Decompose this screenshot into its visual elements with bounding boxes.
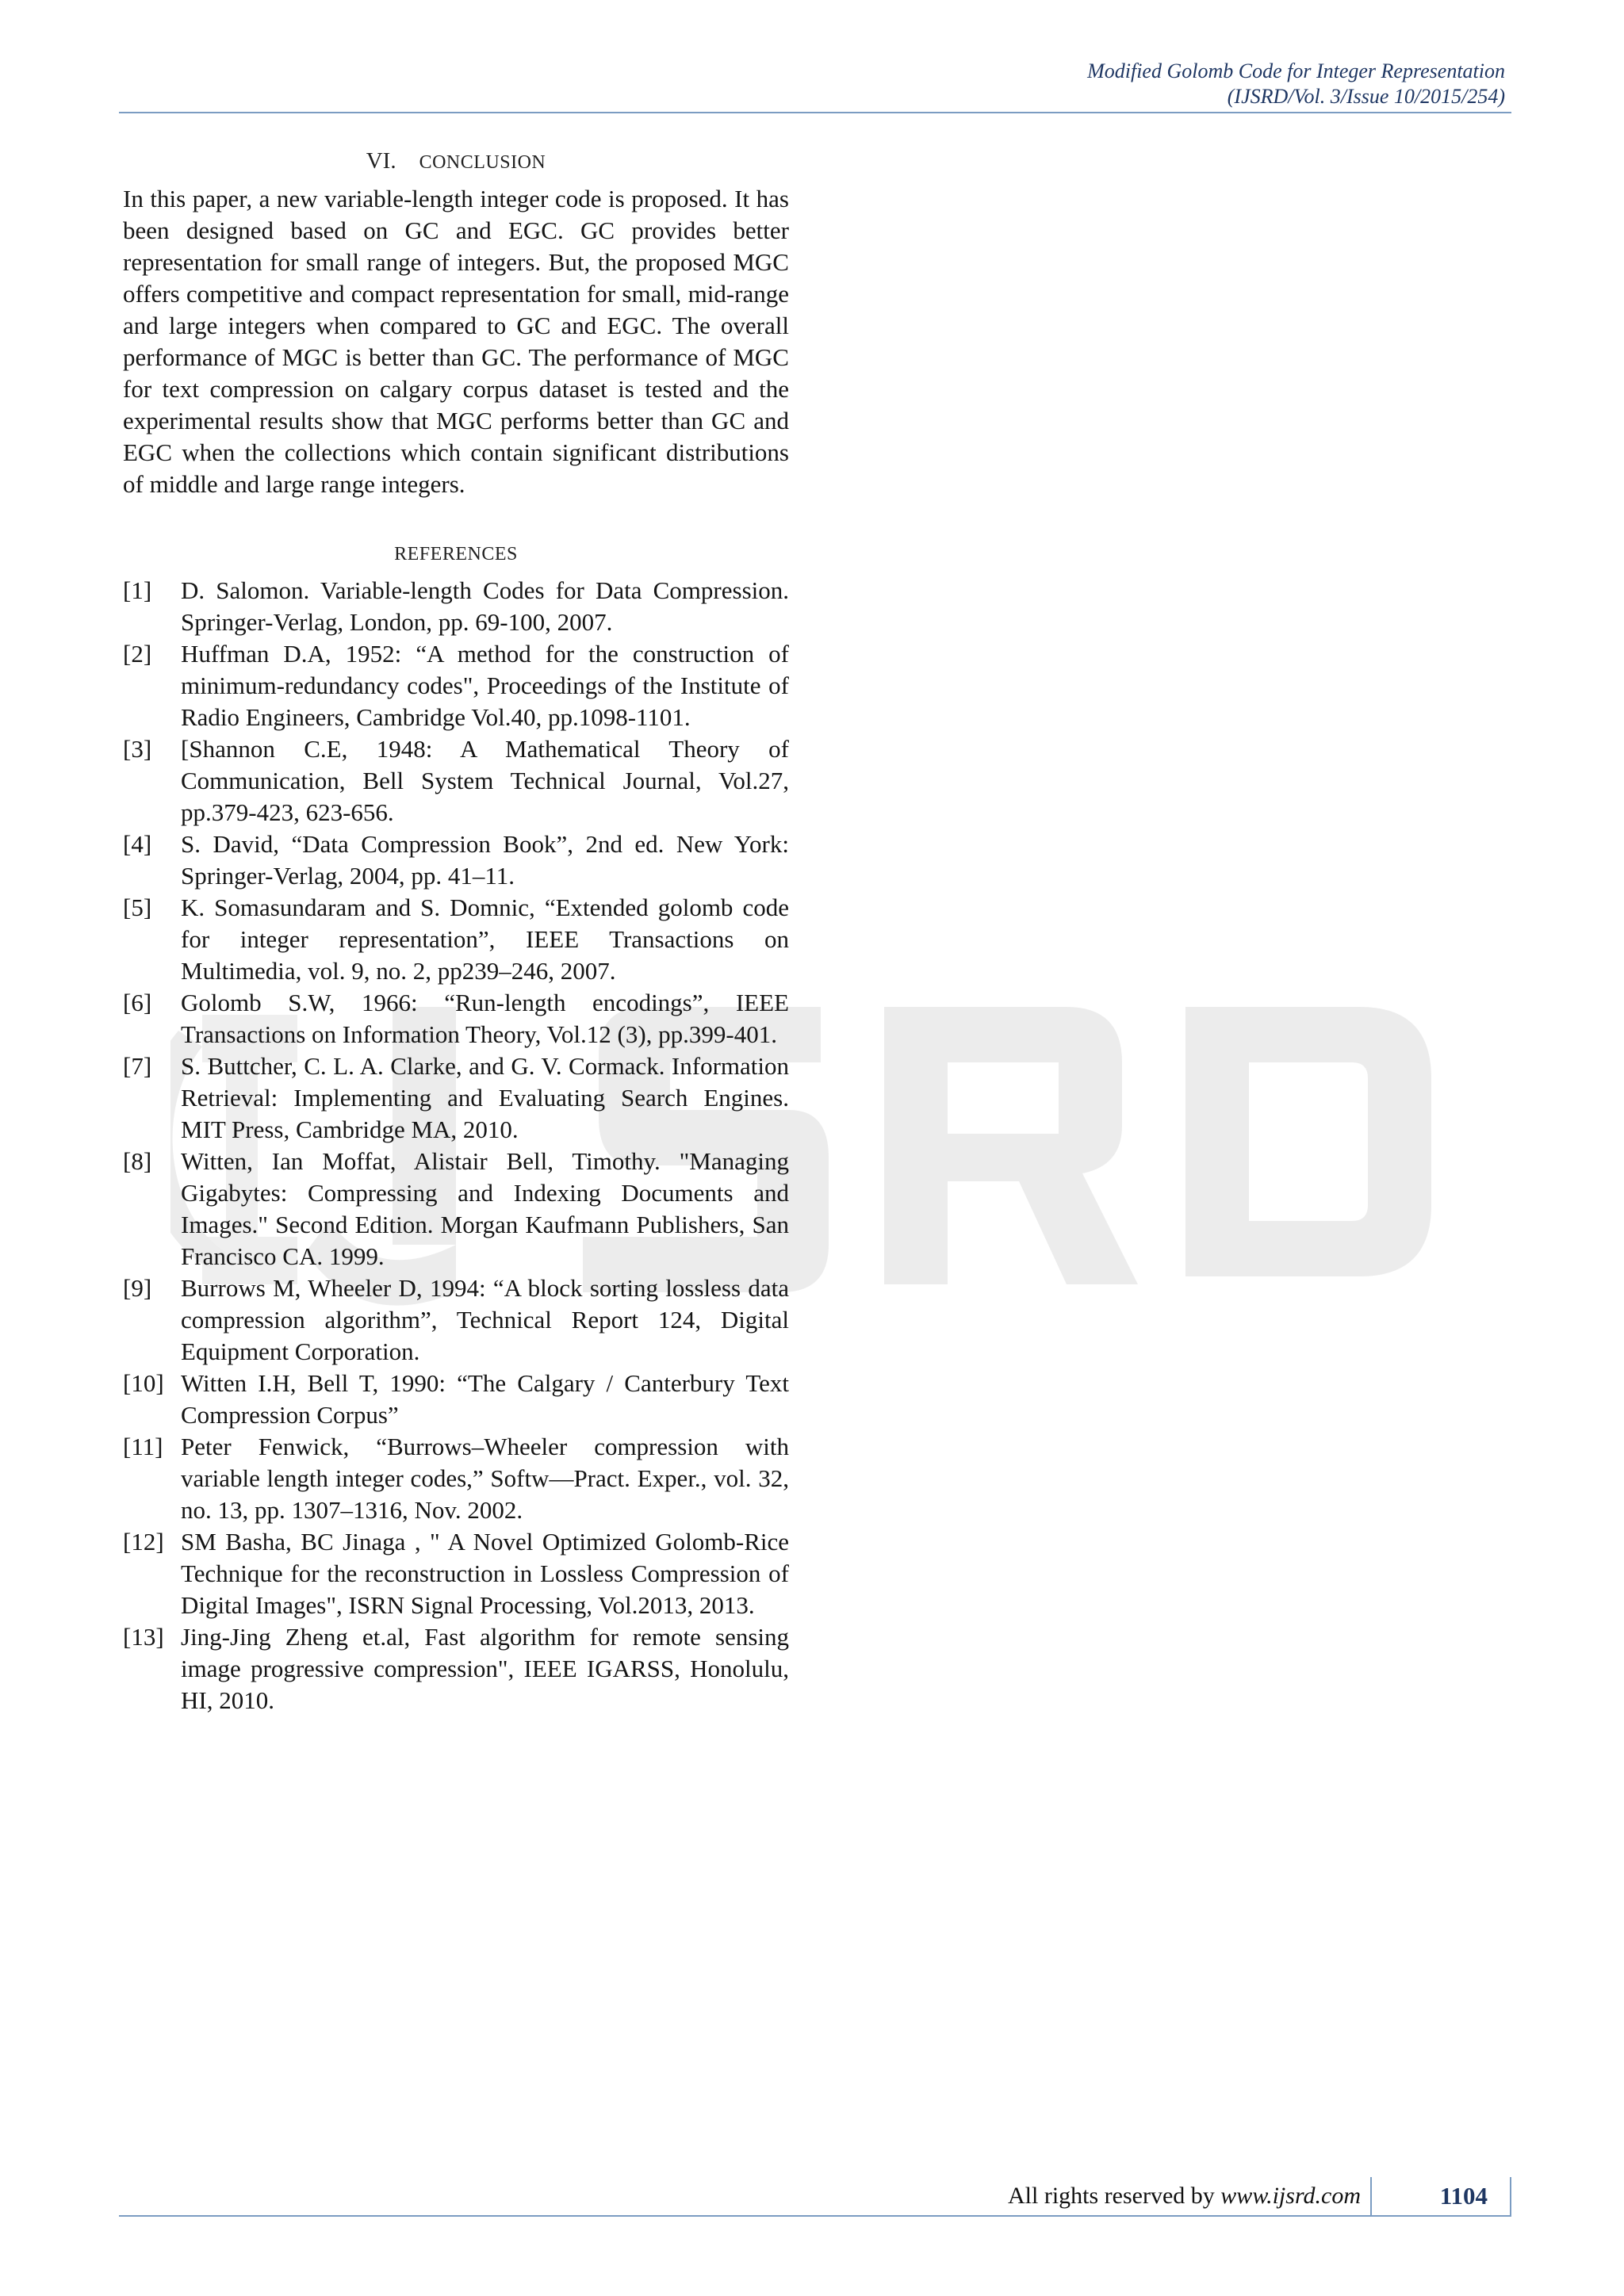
reference-number: [5] (123, 894, 152, 921)
reference-item (123, 575, 789, 638)
reference-number: [1] (123, 576, 152, 604)
references-heading (123, 537, 789, 570)
reference-number: [3] (123, 735, 152, 763)
left-column (123, 145, 789, 1716)
reference-item (123, 828, 789, 892)
reference-item (123, 1272, 789, 1368)
reference-text: K. Somasundaram and S. Domnic, “Extended golomb code for integer representation”, IEEE Transactions on Multimedia, vol. 9, no. 2, pp239–246, 2007. (181, 894, 789, 985)
reference-item (123, 733, 789, 828)
page-number: 1104 (1439, 2182, 1488, 2210)
page-box-edge (1510, 2177, 1511, 2215)
reference-text: Jing-Jing Zheng et.al, Fast algorithm for remote sensing image progressive compression", IEEE IGARSS, Honolulu, HI, 2010. (181, 1623, 789, 1714)
reference-number: [11] (123, 1433, 163, 1460)
reference-text: Burrows M, Wheeler D, 1994: “A block sorting lossless data compression algorithm”, Technical Report 124, Digital Equipment Corporation. (181, 1274, 789, 1365)
reference-item (123, 1526, 789, 1621)
reference-item (123, 1431, 789, 1526)
reference-item (123, 987, 789, 1050)
section-number: VI. (366, 148, 396, 174)
reference-item (123, 1146, 789, 1272)
reference-item (123, 1621, 789, 1716)
reference-number: [4] (123, 830, 152, 858)
reference-text: Huffman D.A, 1952: “A method for the construction of minimum-redundancy codes", Proceedings of the Institute of Radio Engineers, Cambridge Vol.40, pp.1098-1101. (181, 640, 789, 731)
reference-item (123, 638, 789, 733)
reference-text: Peter Fenwick, “Burrows–Wheeler compression with variable length integer codes,” Softw—Pract. Exper., vol. 32, no. 13, pp. 1307–1316, Nov. 2002. (181, 1433, 789, 1524)
reference-number: [12] (123, 1528, 164, 1556)
reference-text: SM Basha, BC Jinaga , " A Novel Optimized Golomb-Rice Technique for the reconstruction in Lossless Compression of Digital Images", ISRN Signal Processing, Vol.2013, 2013. (181, 1528, 789, 1619)
section-title: CONCLUSION (419, 152, 546, 173)
reference-text: [Shannon C.E, 1948: A Mathematical Theory of Communication, Bell System Technical Journal, Vol.27, pp.379-423, 623-656. (181, 735, 789, 826)
rights-text: All rights reserved by (1008, 2183, 1221, 2209)
references-title: REFERENCES (394, 544, 518, 564)
reference-text: S. Buttcher, C. L. A. Clarke, and G. V. Cormack. Information Retrieval: Implementing and Evaluating Search Engines. MIT Press, Cambridge MA, 2010. (181, 1052, 789, 1143)
site-link[interactable]: www.ijsrd.com (1220, 2183, 1361, 2209)
reference-item (123, 892, 789, 987)
reference-text: D. Salomon. Variable-length Codes for Data Compression. Springer-Verlag, London, pp. 69-100, 2007. (181, 576, 789, 636)
page-footer (119, 2177, 1511, 2217)
header-title: Modified Golomb Code for Integer Representation (1087, 59, 1505, 82)
reference-item (123, 1368, 789, 1431)
header-citation: (IJSRD/Vol. 3/Issue 10/2015/254) (1227, 85, 1505, 108)
conclusion-heading (123, 145, 789, 178)
header-rule (119, 112, 1511, 113)
reference-number: [8] (123, 1147, 152, 1175)
running-header (712, 59, 1505, 109)
reference-number: [9] (123, 1274, 152, 1302)
reference-text: Witten, Ian Moffat, Alistair Bell, Timothy. "Managing Gigabytes: Compressing and Indexing Documents and Images." Second Edition. Morgan Kaufmann Publishers, San Francisco CA. 1999. (181, 1147, 789, 1270)
footer-rule (119, 2215, 1511, 2217)
reference-number: [6] (123, 989, 152, 1016)
reference-text: S. David, “Data Compression Book”, 2nd ed. New York: Springer-Verlag, 2004, pp. 41–11. (181, 830, 789, 890)
reference-number: [13] (123, 1623, 164, 1651)
footer-separator (1370, 2177, 1372, 2215)
reference-number: [7] (123, 1052, 152, 1080)
conclusion-paragraph: In this paper, a new variable-length integer code is proposed. It has been designed based on GC and EGC. GC provides better representation for small range of integers. But, the proposed MGC offers competitive and compact representation for small, mid-range and large integers when compared to GC and EGC. The overall performance of MGC is better than GC. The performance of MGC for text compression on calgary corpus dataset is tested and the experimental results show that MGC performs better than GC and EGC when the collections which contain significant distributions of middle and large range integers. (123, 185, 789, 498)
reference-list (123, 575, 789, 1716)
reference-text: Golomb S.W, 1966: “Run-length encodings”, IEEE Transactions on Information Theory, Vol.12 (3), pp.399-401. (181, 989, 789, 1048)
reference-number: [10] (123, 1369, 164, 1397)
reference-item (123, 1050, 789, 1146)
footer-rights (1008, 2180, 1361, 2212)
reference-number: [2] (123, 640, 152, 668)
reference-text: Witten I.H, Bell T, 1990: “The Calgary / Canterbury Text Compression Corpus” (181, 1369, 789, 1429)
